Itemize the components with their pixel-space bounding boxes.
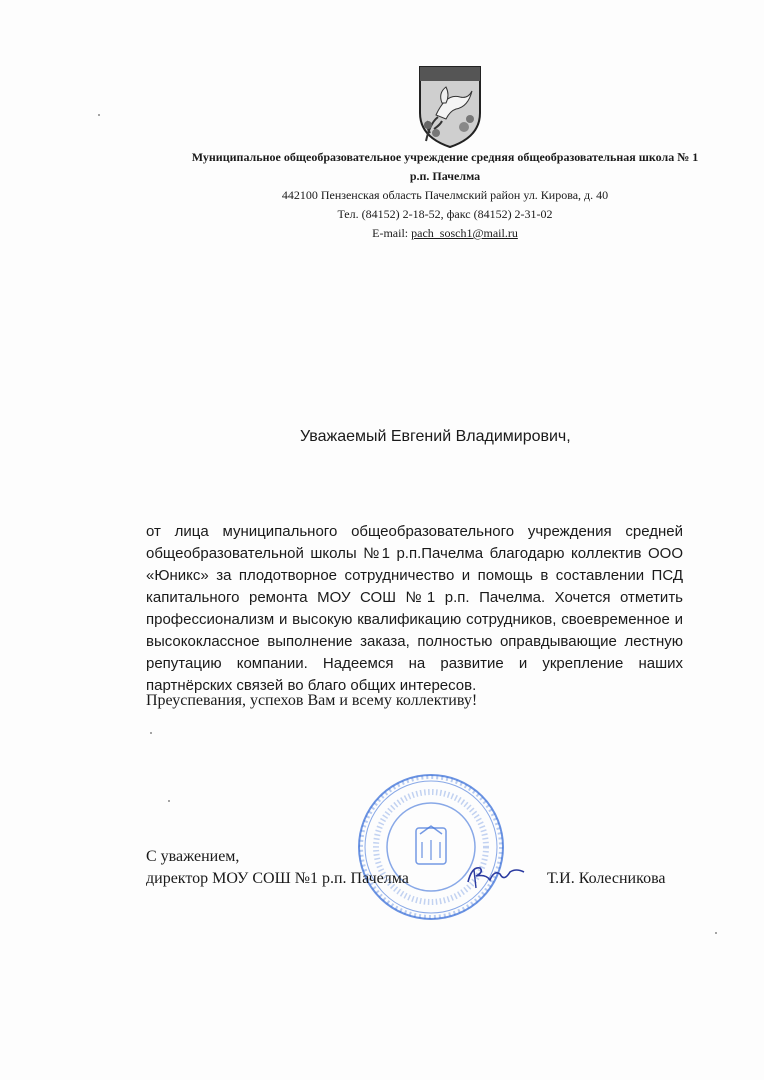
regards: С уважением, (146, 848, 240, 865)
signer-name: Т.И. Колесникова (547, 870, 666, 887)
letterhead (150, 148, 740, 243)
scan-speck (168, 800, 170, 802)
official-stamp (356, 772, 506, 922)
email-line (150, 224, 740, 243)
organization-locality: р.п. Пачелма (409, 169, 481, 183)
scan-speck (150, 732, 152, 734)
coat-of-arms-emblem (416, 63, 484, 149)
closing-wish: Преуспевания, успехов Вам и всему коллективу! (146, 692, 478, 709)
handwritten-signature (464, 860, 528, 890)
email-label: E-mail: (372, 226, 412, 240)
scan-speck (98, 114, 100, 116)
organization-name: Муниципальное общеобразовательное учреждение средняя общеобразовательная школа № 1 (191, 150, 699, 164)
address: 442100 Пензенская область Пачелмский район ул. Кирова, д. 40 (281, 188, 609, 202)
signer-position: директор МОУ СОШ №1 р.п. Пачелма (146, 870, 409, 887)
scan-speck (715, 932, 717, 934)
letter-body: от лица муниципального общеобразовательного учреждения средней общеобразовательной школы №1 р.п.Пачелма благодарю коллектив ООО «Юникс» за плодотворное сотрудничество и помощь в составлении ПСД капитального ремонта МОУ СОШ №1 р.п. Пачелма. Хочется отметить профессионализм и высокую квалификацию сотрудников, своевременное и высококлассное выполнение заказа, полностью оправдывающие лестную репутацию компании. Надеемся на развитие и укрепление наших партнёрских связей во благо общих интересов. (146, 523, 683, 694)
phone-fax: Тел. (84152) 2-18-52, факс (84152) 2-31-02 (337, 207, 553, 221)
greeting: Уважаемый Евгений Владимирович, (300, 428, 571, 445)
email-link[interactable]: pach_sosch1@mail.ru (411, 226, 518, 240)
